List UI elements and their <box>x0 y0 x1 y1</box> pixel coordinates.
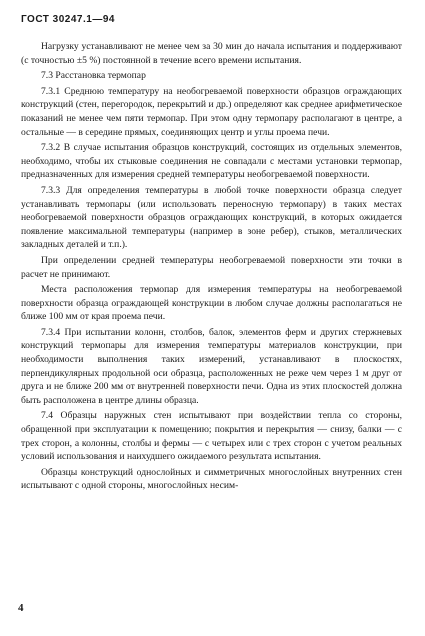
paragraph-load: Нагрузку устанавливают не менее чем за 30 мин до начала испытания и поддерживают (с точностью ±5 %) постоянной в течение всего времени испытания. <box>21 41 402 66</box>
page-number: 4 <box>18 602 24 614</box>
paragraph-7-3-1: 7.3.1 Среднюю температуру на необогреваемой поверхности образцов ограждающих конструкций (стен, перегородок, перекрытий и др.) определяют как среднее арифметическое показаний не менее чем пяти термопар. При этом одну термопару располагают в центре, а остальные — в середине прямых, соединяющих центр и углы проема печи. <box>21 85 402 138</box>
paragraph-thermocouple-location: Места расположения термопар для измерения температуры на необогреваемой поверхности образца ограждающей конструкции в любом случае должны располагаться не ближе 100 мм от края проема печи. <box>21 284 402 323</box>
paragraph-7-3-2: 7.3.2 В случае испытания образцов конструкций, состоящих из отдельных элементов, необходимо, чтобы их стыковые соединения не совпадали с местами установки термопар, предназначенных для измерения средней температуры необогреваемой поверхности. <box>21 142 402 181</box>
paragraph-internal-walls: Образцы конструкций однослойных и симметричных многослойных внутренних стен испытывают с одной стороны, многослойных несим- <box>21 466 402 492</box>
paragraph-average-temp: При определении средней температуры необогреваемой поверхности эти точки в расчет не принимают. <box>21 254 402 280</box>
paragraph-7-3-4: 7.3.4 При испытании колонн, столбов, балок, элементов ферм и других стержневых конструкций термопары для измерения температуры материалов конструкции, при необходимости выполнения таких измерений, устанавливают в плоскостях, перпендикулярных продольной оси образца, расположенных не реже чем через 1 м друг от друга и не ближе 200 мм от внутренней поверхности печи. Одна из этих плоскостей должна быть расположена в центре длины образца. <box>21 326 402 406</box>
section-heading-7-3: 7.3 Расстановка термопар <box>41 70 146 82</box>
document-header: ГОСТ 30247.1—94 <box>21 14 115 25</box>
paragraph-7-3-3: 7.3.3 Для определения температуры в любой точке поверхности образца следует устанавливать термопары (или использовать переносную термопару) в таких местах необогреваемой поверхности образцов ограждающих конструкций, в которых ожидается появление максимальной температуры (например в зоне ребер), стыков, металлических закладных деталей и т.п.). <box>21 184 402 251</box>
document-body <box>21 40 402 493</box>
paragraph-7-4: 7.4 Образцы наружных стен испытывают при воздействии тепла со стороны, обращенной при эксплуатации к помещению; покрытия и перекрытия — снизу, балки — с трех сторон, а колонны, столбы и фермы — с четырех или с трех сторон с учетом реальных условий использования и наихудшего ожидаемого результата испытания. <box>21 410 402 463</box>
